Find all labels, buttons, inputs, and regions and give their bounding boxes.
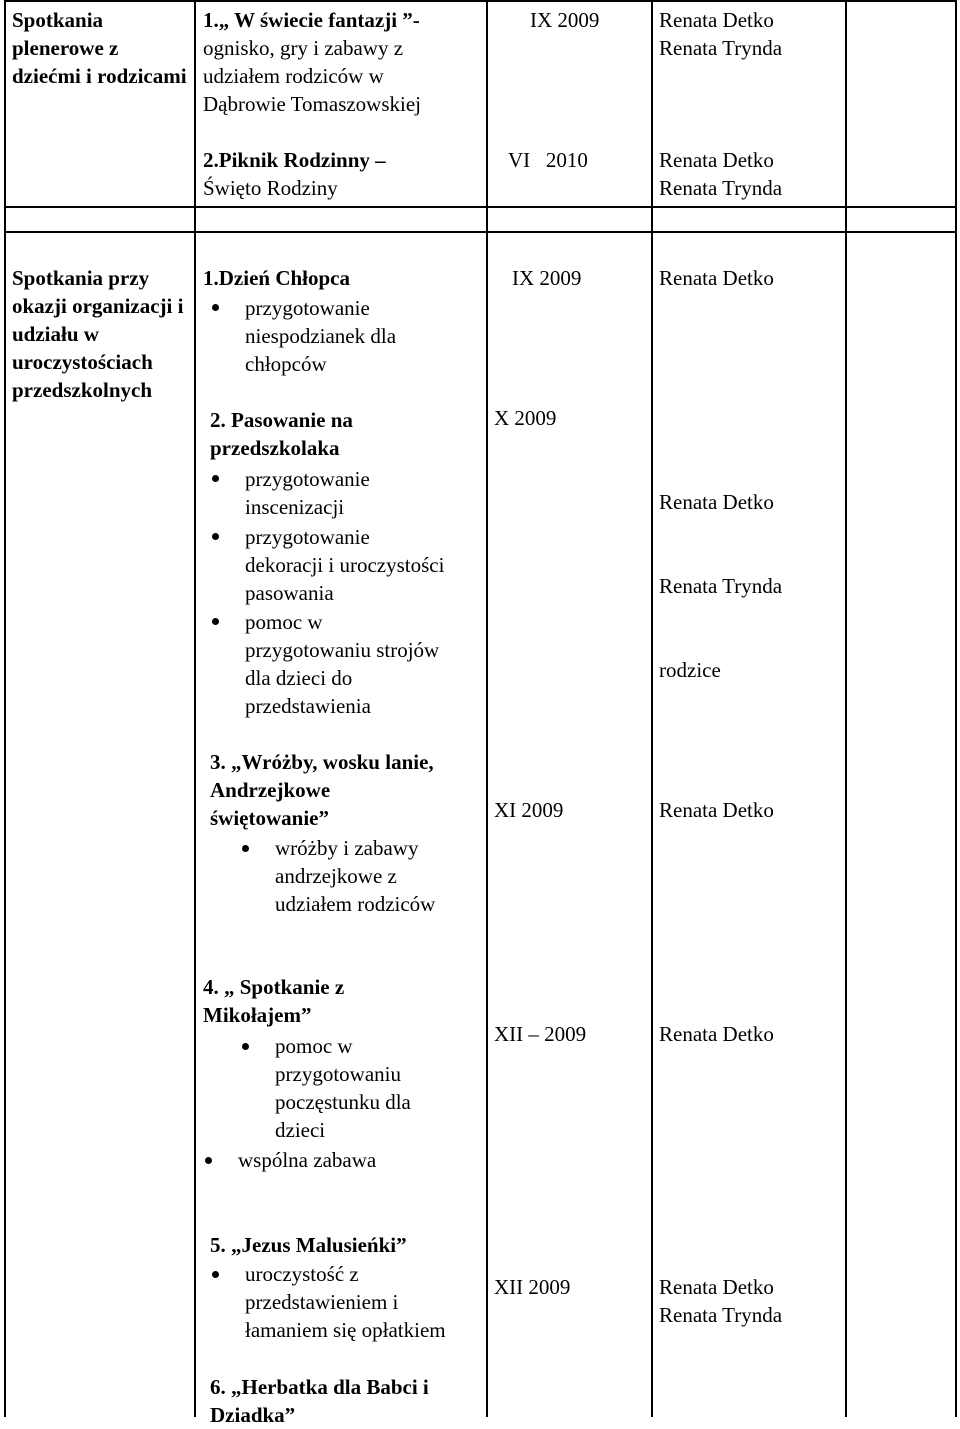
table-border-col4 [845,0,847,1417]
event-date: XII 2009 [494,1275,571,1299]
bullet-line: pasowania [245,581,334,605]
event-title [210,1373,429,1429]
bullet-text [245,465,370,521]
event-responsible [659,1273,782,1329]
bullet-line: uroczystość z [245,1262,359,1286]
description-line: udziałem rodziców w [203,64,384,88]
bullet-line: poczęstunku dla [275,1090,411,1114]
title-line: 2. Pasowanie na [210,408,353,432]
event-description: Święto Rodziny [203,176,338,200]
description-line: Dąbrowie Tomaszowskiej [203,92,422,116]
table-border-col1 [194,0,196,1417]
bullet-line: wróżby i zabawy [275,836,419,860]
bullet-line: przygotowaniu strojów [245,638,440,662]
event-title: 2.Piknik Rodzinny – [203,148,386,172]
bullet-line: pomoc w [275,1034,353,1058]
bullet-icon [242,845,249,852]
table-border-right [955,0,957,1417]
bullet-line: przygotowaniu [275,1062,401,1086]
bullet-icon [205,1157,212,1164]
event-date: XI 2009 [494,798,564,822]
responsible-person: Renata Trynda [659,1303,783,1327]
bullet-icon [212,1271,219,1278]
event-date: IX 2009 [530,8,600,32]
row-divider [4,206,957,208]
title-line: przedszkolaka [210,436,340,460]
bullet-line: dekoracji i uroczystości [245,553,445,577]
bullet-line: łamaniem się opłatkiem [245,1318,446,1342]
event-title: 5. „Jezus Malusieńki” [210,1233,407,1257]
responsible-person: Renata Trynda [659,574,783,598]
bullet-icon [212,475,219,482]
bullet-line: andrzejkowe z [275,864,397,888]
event-responsible: Renata Detko [659,1022,774,1046]
event-responsible: Renata Detko [659,266,774,290]
bullet-icon [212,304,219,311]
event-title [210,748,434,832]
bullet-line: pomoc w [245,610,323,634]
bullet-line: przygotowanie [245,525,370,549]
bullet-line: przedstawieniem i [245,1290,399,1314]
event-responsible [659,6,782,62]
bullet-line: chłopców [245,352,327,376]
bullet-line: dzieci [275,1118,326,1142]
event-title [203,973,344,1029]
row-category: Spotkania przy okazji organizacji i udziału w uroczystościach przedszkolnych [12,266,184,402]
responsible-person: Renata Detko [659,1275,774,1299]
title-line: 6. „Herbatka dla Babci i [210,1375,429,1399]
bullet-icon [212,618,219,625]
bullet-text [275,834,435,918]
bullet-line: niespodzianek dla [245,324,397,348]
row-category: Spotkania plenerowe z dziećmi i rodzicami [12,8,187,88]
event-responsible: Renata Detko [659,798,774,822]
event-date: IX 2009 [512,266,582,290]
bullet-line: inscenizacji [245,495,345,519]
bullet-text [245,523,444,607]
row-divider-2 [4,231,957,233]
event-title: 1.„ W świecie fantazji ”- [203,8,420,32]
event-date: VI 2010 [508,148,588,172]
responsible-person: Renata Detko [659,8,774,32]
bullet-text [245,1260,446,1344]
responsible-person: Renata Detko [659,490,774,514]
event-date: XII – 2009 [494,1022,587,1046]
bullet-line: udziałem rodziców [275,892,436,916]
title-line: Mikołajem” [203,1003,312,1027]
table-border-col2 [486,0,488,1417]
event-title [210,406,353,462]
responsible-person: Renata Trynda [659,176,783,200]
title-line: Andrzejkowe [210,778,331,802]
responsible-person: rodzice [659,658,721,682]
title-line: 3. „Wróżby, wosku lanie, [210,750,434,774]
bullet-line: przygotowanie [245,296,370,320]
bullet-line: przygotowanie [245,467,370,491]
bullet-text [245,294,396,378]
bullet-icon [242,1043,249,1050]
event-title: 1.Dzień Chłopca [203,266,350,290]
bullet-text [245,608,439,720]
bullet-line: przedstawienia [245,694,371,718]
table-border-left [4,0,6,1417]
bullet-icon [212,533,219,540]
title-line: świętowanie” [210,806,329,830]
description-line: ognisko, gry i zabawy z [203,36,404,60]
bullet-text: wspólna zabawa [238,1148,377,1172]
event-date: X 2009 [494,406,557,430]
responsible-person: Renata Detko [659,148,774,172]
event-description [203,34,483,118]
table-border-top [4,0,957,2]
title-line: 4. „ Spotkanie z [203,975,345,999]
bullet-line: dla dzieci do [245,666,353,690]
table-border-col3 [651,0,653,1417]
title-line: Dziadka” [210,1403,296,1427]
bullet-text [275,1032,411,1144]
event-responsible [659,146,782,202]
responsible-person: Renata Trynda [659,36,783,60]
